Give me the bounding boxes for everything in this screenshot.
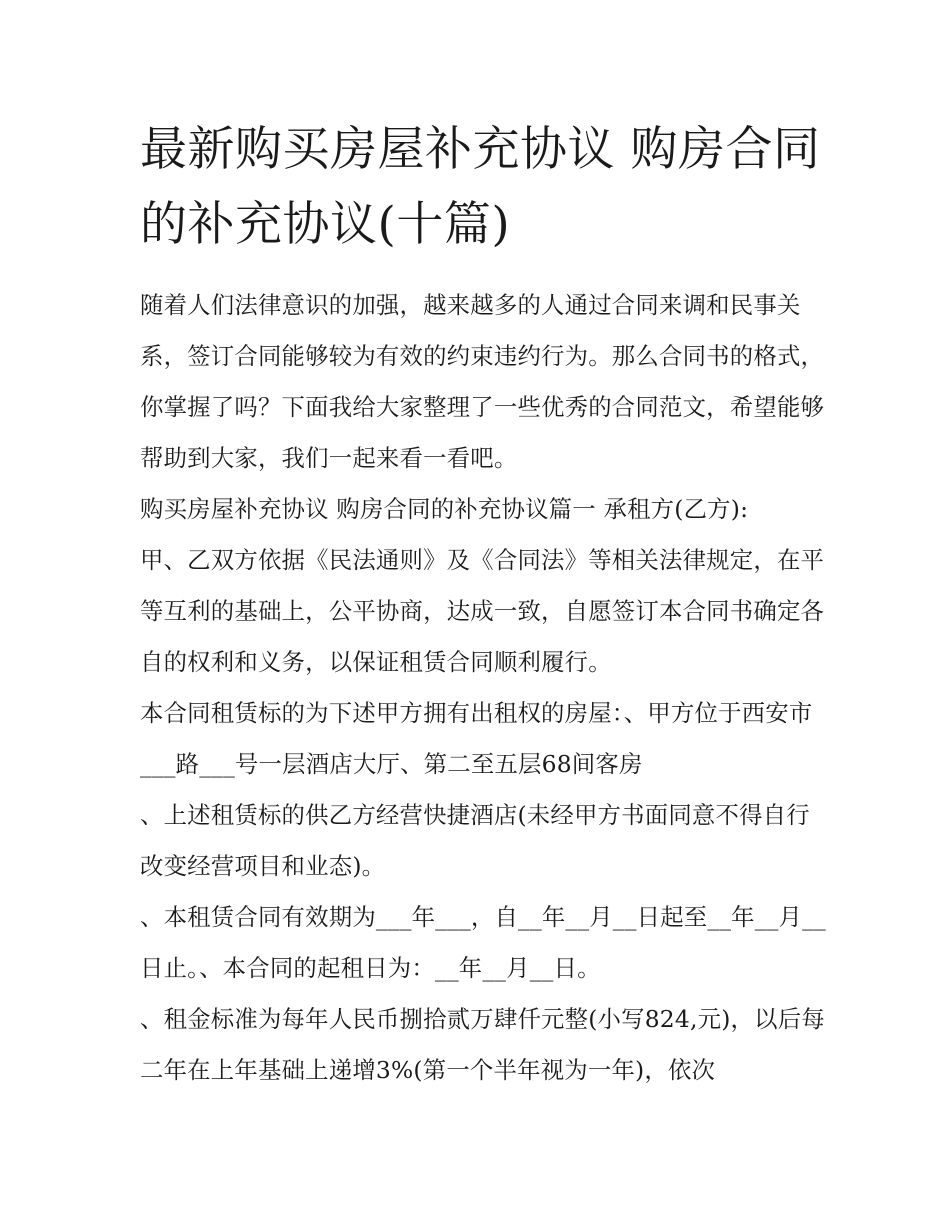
- document-title: 最新购买房屋补充协议 购房合同的补充协议(十篇): [140, 122, 821, 252]
- intro-paragraph: 随着人们法律意识的加强，越来越多的人通过合同来调和民事关系，签订合同能够较为有效的约束违约行为。那么合同书的格式，你掌握了吗？下面我给大家整理了一些优秀的合同范文，希望能够帮助到大家，我们一起来看一看吧。: [140, 291, 825, 472]
- legal-basis-paragraph: 甲、乙双方依据《民法通则》及《合同法》等相关法律规定，在平等互利的基础上，公平协商，达成一致，自愿签订本合同书确定各自的权利和义务，以保证租赁合同顺利履行。: [140, 546, 825, 676]
- rent-standard-paragraph: 、租金标准为每年人民币捌拾贰万肆仟元整(小写824,元)，以后每二年在上年基础上递增3%(第一个半年视为一年)，依次: [140, 1005, 825, 1084]
- document-page: [140, 112, 830, 1096]
- lease-object-paragraph: 本合同租赁标的为下述甲方拥有出租权的房屋：、甲方位于西安市___路___号一层酒店大厅、第二至五层68间客房: [140, 699, 813, 778]
- lease-term-paragraph: 、本租赁合同有效期为___年___，自__年__月__日起至__年__月__日止。、本合同的起租日为：__年__月__日。: [140, 903, 826, 982]
- lease-use-paragraph: 、上述租赁标的供乙方经营快捷酒店(未经甲方书面同意不得自行改变经营项目和业态)。: [140, 801, 810, 880]
- section-heading-paragraph: 购买房屋补充协议 购房合同的补充协议篇一 承租方(乙方):: [140, 495, 749, 523]
